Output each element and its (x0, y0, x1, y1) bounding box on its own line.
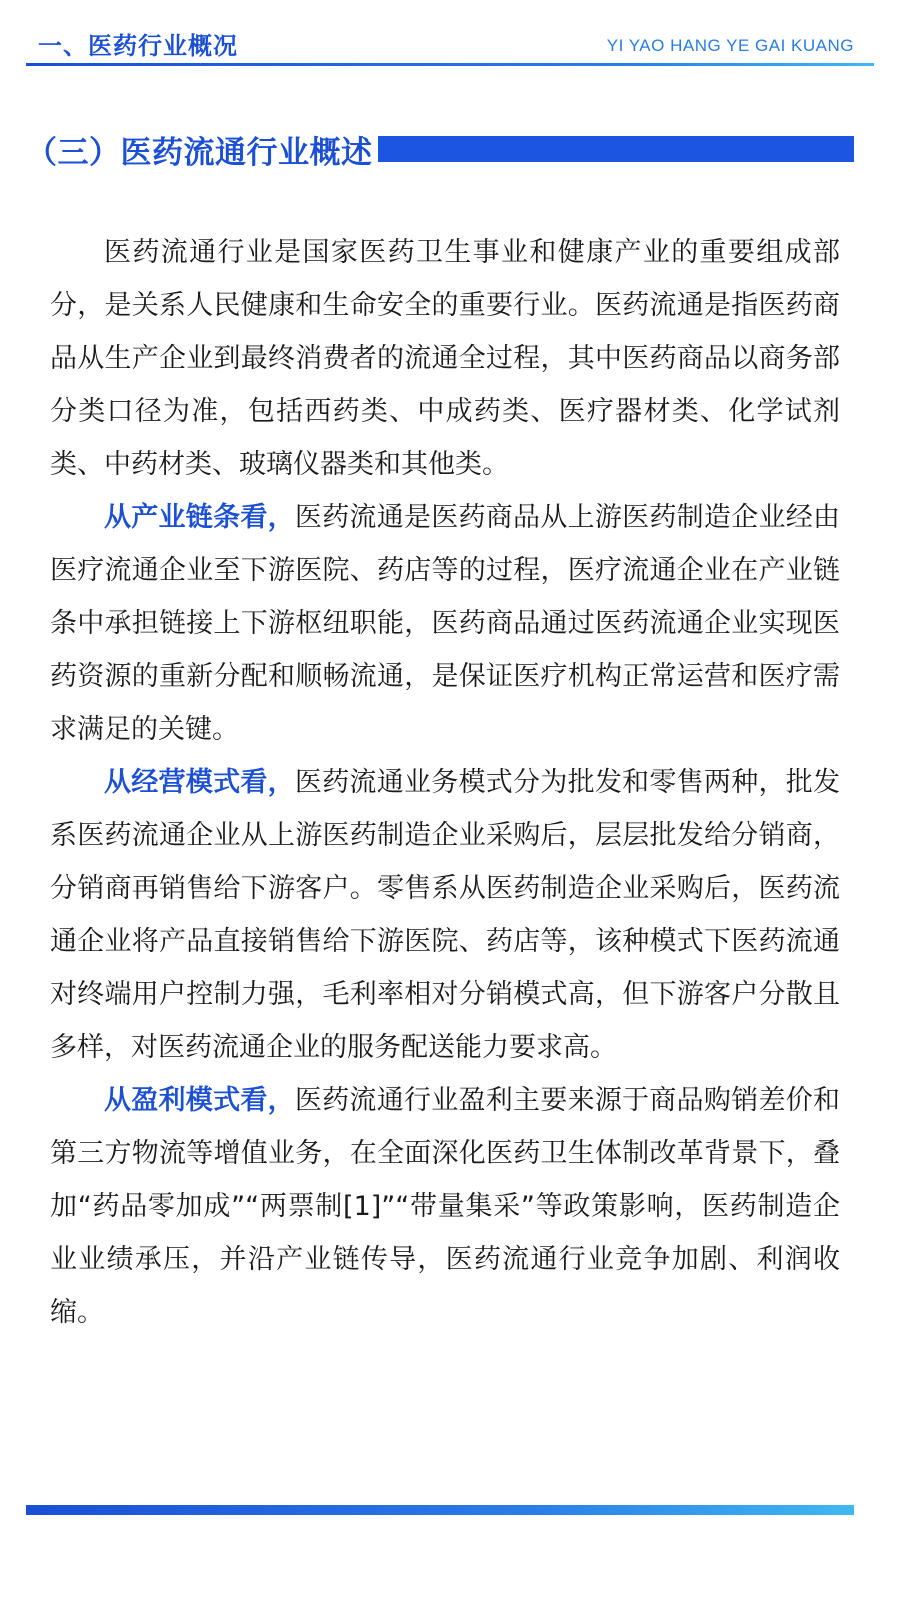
paragraph-lead: 从经营模式看， (104, 767, 295, 798)
paragraph-text: 医药流通业务模式分为批发和零售两种，批发系医药流通企业从上游医药制造企业采购后，层层批发给分销商，分销商再销售给下游客户。零售系从医药制造企业采购后，医药流通企业将产品直接销售给下游医院、药店等，该种模式下医药流通对终端用户控制力强，毛利率相对分销模式高，但下游客户分散且多样，对医药流通企业的服务配送能力要求高。 (50, 767, 841, 1063)
body-text (50, 226, 840, 1339)
section-title: （三）医药流通行业概述 (26, 135, 373, 171)
paragraph-industry-chain (50, 491, 840, 756)
header-divider (26, 63, 874, 66)
page-header (26, 0, 874, 68)
header-section-pinyin: YI YAO HANG YE GAI KUANG (606, 36, 854, 55)
paragraph-text: 医药流通行业盈利主要来源于商品购销差价和第三方物流等增值业务，在全面深化医药卫生体制改革背景下，叠加“药品零加成”“两票制[1]”“带量集采”等政策影响，医药制造企业业绩承压，并沿产业链传导，医药流通行业竞争加剧、利润收缩。 (50, 1085, 841, 1328)
paragraph-text: 医药流通是医药商品从上游医药制造企业经由医疗流通企业至下游医院、药店等的过程，医疗流通企业在产业链条中承担链接上下游枢纽职能，医药商品通过医药流通企业实现医药资源的重新分配和顺畅流通，是保证医疗机构正常运营和医疗需求满足的关键。 (50, 502, 841, 745)
section-heading (26, 134, 874, 172)
paragraph-business-model (50, 756, 840, 1074)
paragraph-overview (50, 226, 840, 491)
paragraph-lead: 从盈利模式看， (104, 1085, 295, 1116)
paragraph-lead: 从产业链条看， (104, 502, 295, 533)
section-title-bar (378, 136, 854, 162)
paragraph-profit-model (50, 1074, 840, 1339)
paragraph-text: 医药流通行业是国家医药卫生事业和健康产业的重要组成部分，是关系人民健康和生命安全的重要行业。医药流通是指医药商品从生产企业到最终消费者的流通全过程，其中医药商品以商务部分类口径为准，包括西药类、中成药类、医疗器材类、化学试剂类、中药材类、玻璃仪器类和其他类。 (50, 237, 840, 480)
footer-bar (26, 1505, 854, 1515)
header-section-title: 一、医药行业概况 (38, 32, 238, 60)
